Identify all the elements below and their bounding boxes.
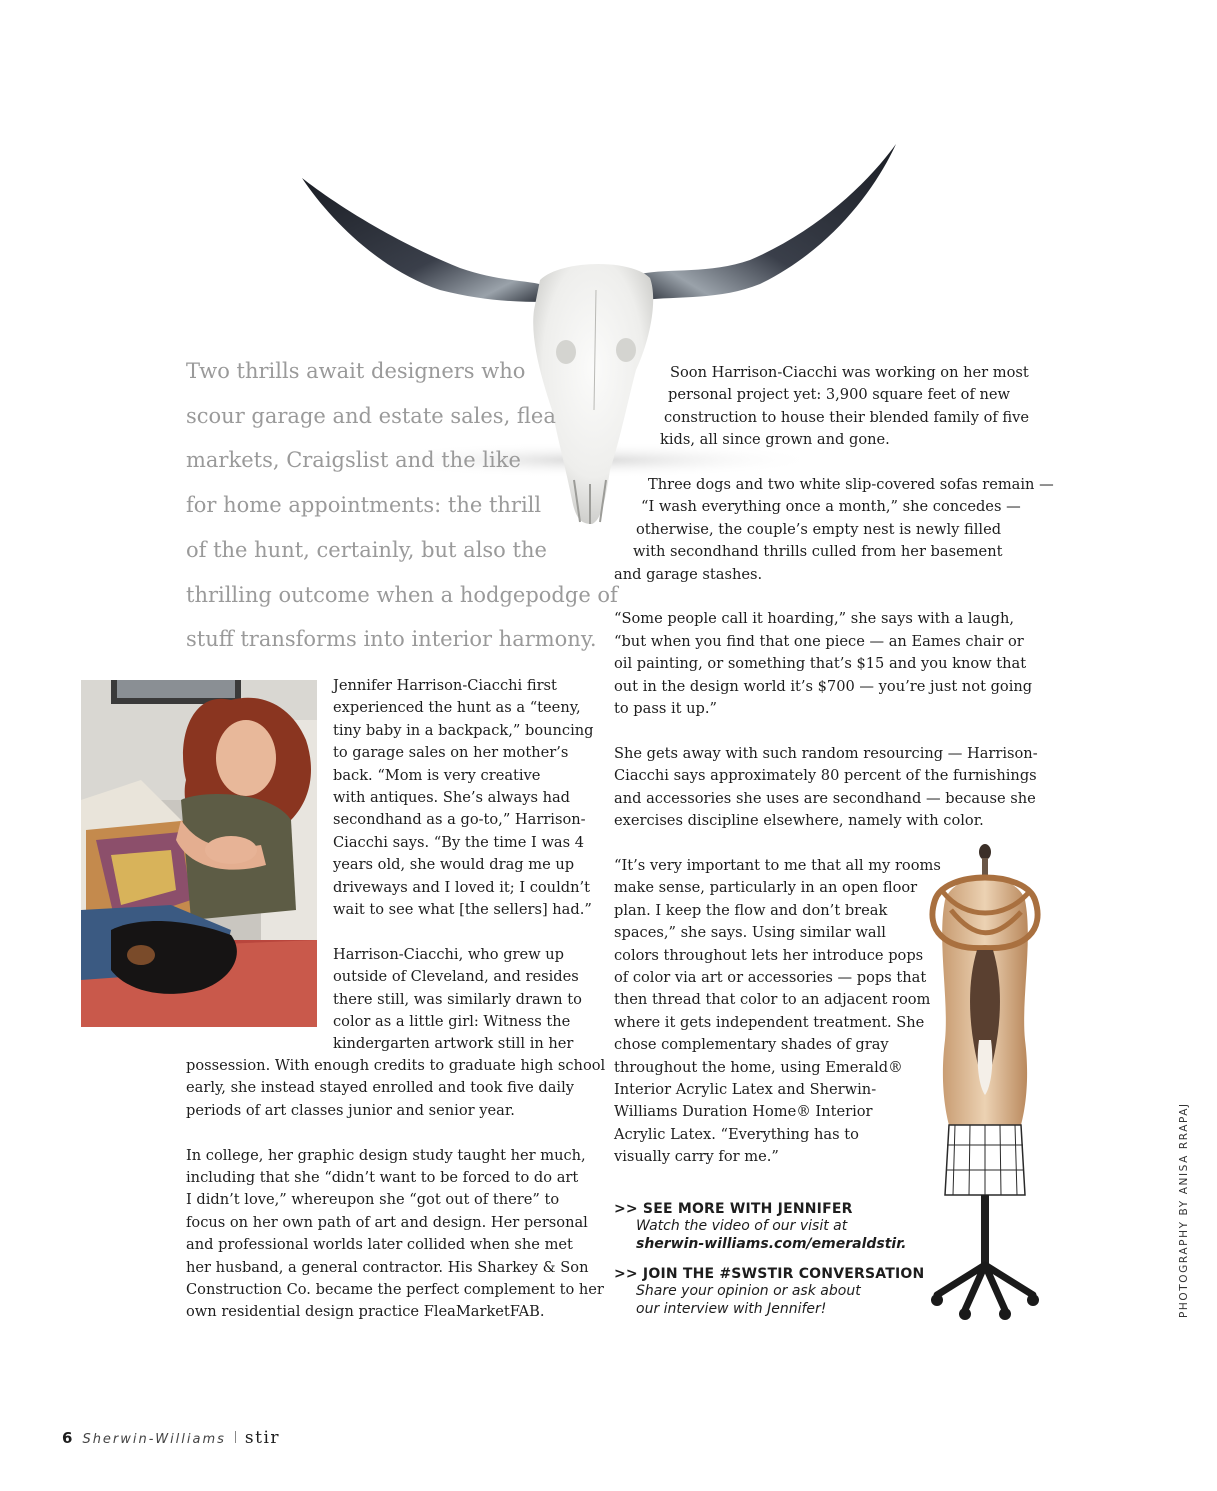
cta-social xyxy=(614,1266,924,1318)
text-line: experienced the hunt as a “teeny, xyxy=(333,699,581,717)
text-line: chose complementary shades of gray xyxy=(614,1036,889,1054)
text-line: early, she instead stayed enrolled and took five daily xyxy=(186,1079,575,1097)
text-line: Ciacchi says. “By the time I was 4 xyxy=(333,833,585,851)
text-line: plan. I keep the flow and don’t break xyxy=(614,901,888,919)
photo-credit: PHOTOGRAPHY BY ANISA RRAPAJ xyxy=(1178,1102,1190,1318)
cta-video-text: Watch the video of our visit at xyxy=(636,1218,848,1234)
text-line: Construction Co. became the perfect complement to her xyxy=(186,1281,604,1299)
text-line: In college, her graphic design study taught her much, xyxy=(186,1146,586,1164)
text-line: She gets away with such random resourcing — Harrison- xyxy=(614,744,1038,762)
text-line: Williams Duration Home® Interior xyxy=(614,1103,873,1121)
text-line: “I wash everything once a month,” she concedes — xyxy=(641,498,1021,516)
text-line: to pass it up.” xyxy=(614,700,717,718)
text-line: out in the design world it’s $700 — you’re just not going xyxy=(614,677,1033,695)
text-line: of color via art or accessories — pops that xyxy=(614,968,927,986)
intro-line: for home appointments: the thrill xyxy=(186,493,542,518)
text-line: kindergarten artwork still in her xyxy=(333,1035,574,1053)
intro-line: markets, Craigslist and the like xyxy=(186,448,521,473)
footer-divider xyxy=(235,1431,236,1443)
text-line: focus on her own path of art and design. Her personal xyxy=(186,1213,588,1231)
footer-brand: Sherwin-Williams xyxy=(82,1432,226,1447)
text-line: Ciacchi says approximately 80 percent of the furnishings xyxy=(614,767,1037,785)
page-number: 6 xyxy=(62,1429,73,1447)
text-line: “but when you find that one piece — an Eames chair or xyxy=(614,632,1024,650)
text-line: and accessories she uses are secondhand — because she xyxy=(614,789,1036,807)
text-line: then thread that color to an adjacent room xyxy=(614,991,931,1009)
text-line: otherwise, the couple’s empty nest is newly filled xyxy=(636,520,1002,538)
text-line: and garage stashes. xyxy=(614,565,763,583)
left-para-1 xyxy=(333,675,594,1056)
cta-social-heading[interactable]: >> JOIN THE #SWSTIR CONVERSATION xyxy=(614,1266,925,1282)
text-line: back. “Mom is very creative xyxy=(333,766,541,784)
text-line: Soon Harrison-Ciacchi was working on her most xyxy=(670,364,1029,381)
text-line: where it gets independent treatment. She xyxy=(614,1013,925,1031)
text-line: secondhand as a go-to,” Harrison- xyxy=(333,811,586,829)
text-line: Jennifer Harrison-Ciacchi first xyxy=(333,677,557,694)
text-line: Harrison-Ciacchi, who grew up xyxy=(333,945,565,963)
text-line: with secondhand thrills culled from her basement xyxy=(633,543,1003,561)
dress-form-photo xyxy=(925,840,1050,1325)
text-line: possession. With enough credits to graduate high school xyxy=(186,1057,606,1074)
footer-magazine: stir xyxy=(244,1428,281,1448)
text-line: exercises discipline elsewhere, namely with color. xyxy=(614,812,984,830)
portrait-photo xyxy=(81,680,317,1027)
text-line: kids, all since grown and gone. xyxy=(660,431,890,449)
text-line: “It’s very important to me that all my rooms xyxy=(614,856,941,874)
page-footer xyxy=(62,1428,280,1448)
text-line: color as a little girl: Witness the xyxy=(333,1013,571,1031)
text-line: her husband, a general contractor. His Sharkey & Son xyxy=(186,1258,589,1276)
text-line: there still, was similarly drawn to xyxy=(333,990,582,1008)
text-line: with antiques. She’s always had xyxy=(333,789,571,807)
text-line: and professional worlds later collided when she met xyxy=(186,1236,573,1254)
text-line: wait to see what [the sellers] had.” xyxy=(333,901,592,919)
text-line: including that she “didn’t want to be forced to do art xyxy=(186,1169,579,1187)
text-line: Three dogs and two white slip-covered sofas remain — xyxy=(648,476,1054,494)
text-line: Acrylic Latex. “Everything has to xyxy=(614,1125,859,1143)
cta-video-heading[interactable]: >> SEE MORE WITH JENNIFER xyxy=(614,1201,853,1217)
intro-line: stuff transforms into interior harmony. xyxy=(186,627,597,652)
text-line: personal project yet: 3,900 square feet of new xyxy=(668,386,1011,404)
cta-social-text-1: Share your opinion or ask about xyxy=(636,1283,861,1299)
cta-social-text-2: our interview with Jennifer! xyxy=(636,1301,827,1317)
text-line: driveways and I loved it; I couldn’t xyxy=(333,878,590,896)
text-line: oil painting, or something that’s $15 and you know that xyxy=(614,655,1027,673)
text-line: “Some people call it hoarding,” she says with a laugh, xyxy=(614,610,1015,628)
text-line: years old, she would drag me up xyxy=(333,856,575,874)
text-line: own residential design practice FleaMarketFAB. xyxy=(186,1303,545,1321)
intro-deck xyxy=(186,349,618,662)
intro-line: of the hunt, certainly, but also the xyxy=(186,537,547,562)
text-line: Interior Acrylic Latex and Sherwin- xyxy=(614,1080,877,1098)
left-para-2-3 xyxy=(186,1055,605,1324)
text-line: construction to house their blended family of five xyxy=(664,408,1030,426)
intro-line: thrilling outcome when a hodgepodge of xyxy=(186,582,618,607)
text-line: colors throughout lets her introduce pops xyxy=(614,946,924,964)
video-url[interactable]: sherwin-williams.com/emeraldstir. xyxy=(636,1236,907,1252)
text-line: outside of Cleveland, and resides xyxy=(333,968,579,986)
intro-line: scour garage and estate sales, flea xyxy=(186,403,556,428)
text-line: to garage sales on her mother’s xyxy=(333,744,569,762)
text-line: I didn’t love,” whereupon she “got out of there” to xyxy=(186,1191,560,1209)
text-line: periods of art classes junior and senior year. xyxy=(186,1101,515,1119)
cta-video-link[interactable] xyxy=(614,1235,906,1253)
cta-video xyxy=(614,1201,906,1253)
text-line: make sense, particularly in an open floor xyxy=(614,879,918,897)
text-line: throughout the home, using Emerald® xyxy=(614,1058,903,1076)
text-line: spaces,” she says. Using similar wall xyxy=(614,924,886,942)
intro-line: Two thrills await designers who xyxy=(186,359,526,383)
text-line: visually carry for me.” xyxy=(614,1148,779,1166)
text-line: tiny baby in a backpack,” bouncing xyxy=(333,721,594,739)
